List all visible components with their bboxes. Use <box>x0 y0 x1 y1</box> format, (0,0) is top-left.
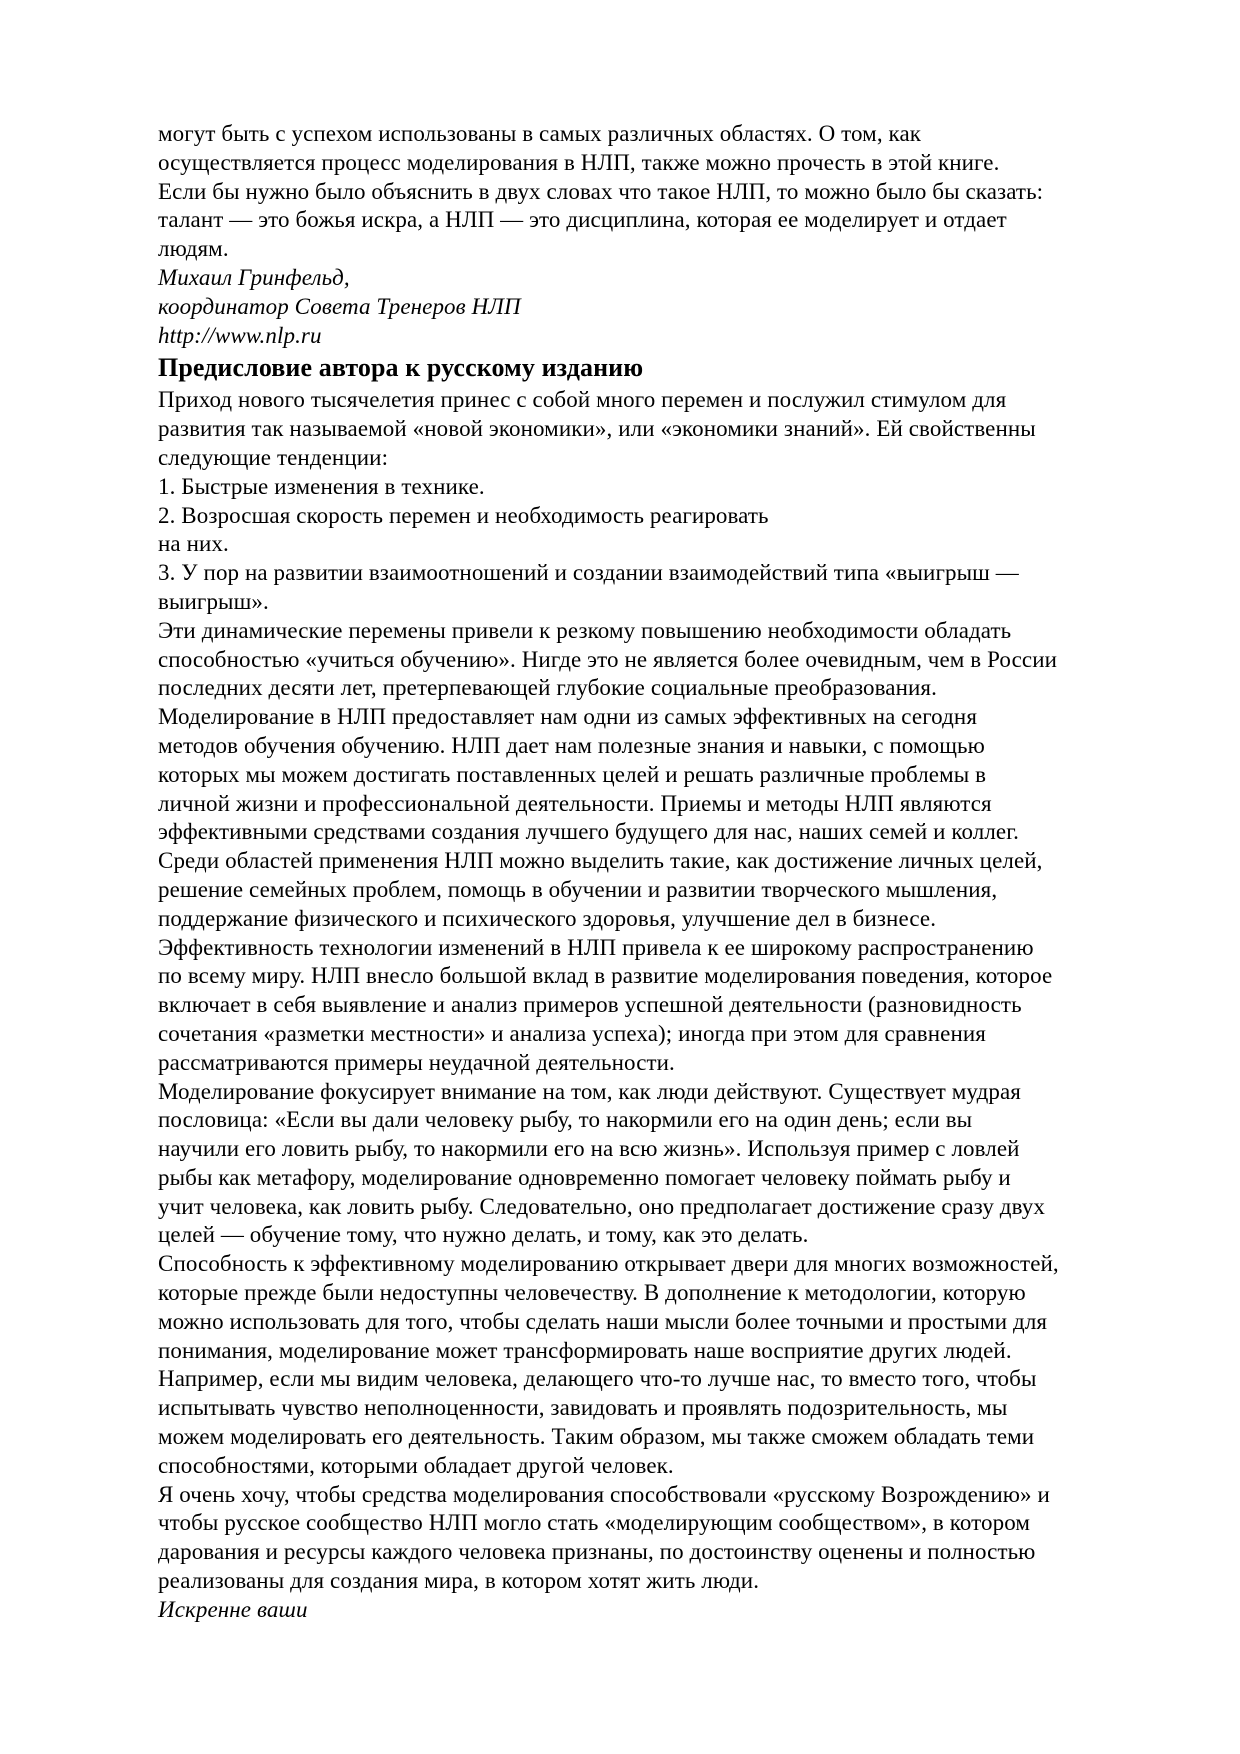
text-line: сочетания «разметки местности» и анализа успеха); иногда при этом для сравнения <box>158 1020 986 1046</box>
text-line: последних десяти лет, претерпевающей глубокие социальные преобразования. <box>158 675 937 701</box>
text-line: учит человека, как ловить рыбу. Следовательно, оно предполагает достижение сразу двух <box>158 1193 1045 1219</box>
text-line: развития так называемой «новой экономики», или «экономики знаний». Ей свойственны <box>158 416 1036 442</box>
text-line: можно использовать для того, чтобы сделать наши мысли более точными и простыми для <box>158 1308 1048 1334</box>
text-line: поддержание физического и психического здоровья, улучшение дел в бизнесе. <box>158 905 937 931</box>
text-line: Способность к эффективному моделированию открывает двери для многих возможностей, <box>158 1251 1059 1277</box>
text-line: людям. <box>158 236 229 262</box>
text-line: способностями, которыми обладает другой человек. <box>158 1452 674 1478</box>
text-line: Эффективность технологии изменений в НЛП привела к ее широкому распространению <box>158 934 1034 960</box>
text-line: испытывать чувство неполноценности, завидовать и проявлять подозрительность, мы <box>158 1395 1008 1421</box>
section-heading: Предисловие автора к русскому изданию <box>158 353 644 383</box>
text-line: Эти динамические перемены привели к резкому повышению необходимости обладать <box>158 617 1012 643</box>
text-line: можем моделировать его деятельность. Таким образом, мы также сможем обладать теми <box>158 1424 1035 1450</box>
text-line: по всему миру. НЛП внесло большой вклад в развитие моделирования поведения, которое <box>158 963 1053 989</box>
page-text <box>158 120 1103 1625</box>
text-line: 1. Быстрые изменения в технике. <box>158 473 485 499</box>
text-line: чтобы русское сообщество НЛП могло стать «моделирующим сообществом», в котором <box>158 1510 1031 1536</box>
text-line: талант — это божья искра, а НЛП — это дисциплина, которая ее моделирует и отдает <box>158 207 1007 233</box>
text-line: эффективными средствами создания лучшего будущего для нас, наших семей и коллег. <box>158 819 1020 845</box>
text-line: осуществляется процесс моделирования в НЛП, также можно прочесть в этой книге. <box>158 149 1000 175</box>
text-line: Если бы нужно было объяснить в двух словах что такое НЛП, то можно было бы сказать: <box>158 178 1044 204</box>
text-line: Я очень хочу, чтобы средства моделирования способствовали «русскому Возрождению» и <box>158 1481 1050 1507</box>
text-line: Моделирование фокусирует внимание на том, как люди действуют. Существует мудрая <box>158 1078 1021 1104</box>
text-line: координатор Совета Тренеров НЛП <box>158 293 521 319</box>
text-line: Среди областей применения НЛП можно выделить такие, как достижение личных целей, <box>158 848 1043 874</box>
text-line: которых мы можем достигать поставленных целей и решать различные проблемы в <box>158 761 987 787</box>
text-line: научили его ловить рыбу, то накормили его на всю жизнь». Используя пример с ловлей <box>158 1136 1020 1162</box>
text-line: пословица: «Если вы дали человеку рыбу, то накормили его на один день; если вы <box>158 1107 973 1133</box>
text-line: выигрыш». <box>158 588 269 614</box>
text-line: методов обучения обучению. НЛП дает нам полезные знания и навыки, с помощью <box>158 732 985 758</box>
text-line: Например, если мы видим человека, делающего что-то лучше нас, то вместо того, чтобы <box>158 1366 1037 1392</box>
text-line: понимания, моделирование может трансформировать наше восприятие других людей. <box>158 1337 1012 1363</box>
text-line: 3. У пор на развитии взаимоотношений и создании взаимодействий типа «выигрыш — <box>158 560 1019 586</box>
text-line: могут быть с успехом использованы в самых различных областях. О том, как <box>158 121 922 146</box>
text-line: Моделирование в НЛП предоставляет нам одни из самых эффективных на сегодня <box>158 704 977 730</box>
text-line: Михаил Гринфельд, <box>158 264 350 290</box>
text-line: 2. Возросшая скорость перемен и необходимость реагировать <box>158 502 769 528</box>
text-line: личной жизни и профессиональной деятельности. Приемы и методы НЛП являются <box>158 790 992 816</box>
text-line: дарования и ресурсы каждого человека признаны, по достоинству оценены и полностью <box>158 1539 1036 1565</box>
text-line: которые прежде были недоступны человечеству. В дополнение к методологии, которую <box>158 1280 1026 1306</box>
text-line: решение семейных проблем, помощь в обучении и развитии творческого мышления, <box>158 876 998 902</box>
text-line: Искренне ваши <box>158 1596 308 1622</box>
text-line: рассматриваются примеры неудачной деятельности. <box>158 1049 675 1075</box>
text-line: Приход нового тысячелетия принес с собой много перемен и послужил стимулом для <box>158 387 1007 413</box>
text-line: целей — обучение тому, что нужно делать, и тому, как это делать. <box>158 1222 809 1248</box>
text-line: включает в себя выявление и анализ примеров успешной деятельности (разновидность <box>158 992 1022 1018</box>
text-line: способностью «учиться обучению». Нигде это не является более очевидным, чем в России <box>158 646 1058 672</box>
text-line: рыбы как метафору, моделирование одновременно помогает человеку поймать рыбу и <box>158 1164 1011 1190</box>
text-line: реализованы для создания мира, в котором хотят жить люди. <box>158 1568 760 1594</box>
text-line: http://www.nlp.ru <box>158 322 322 348</box>
text-line: следующие тенденции: <box>158 444 389 470</box>
text-line: на них. <box>158 531 229 557</box>
